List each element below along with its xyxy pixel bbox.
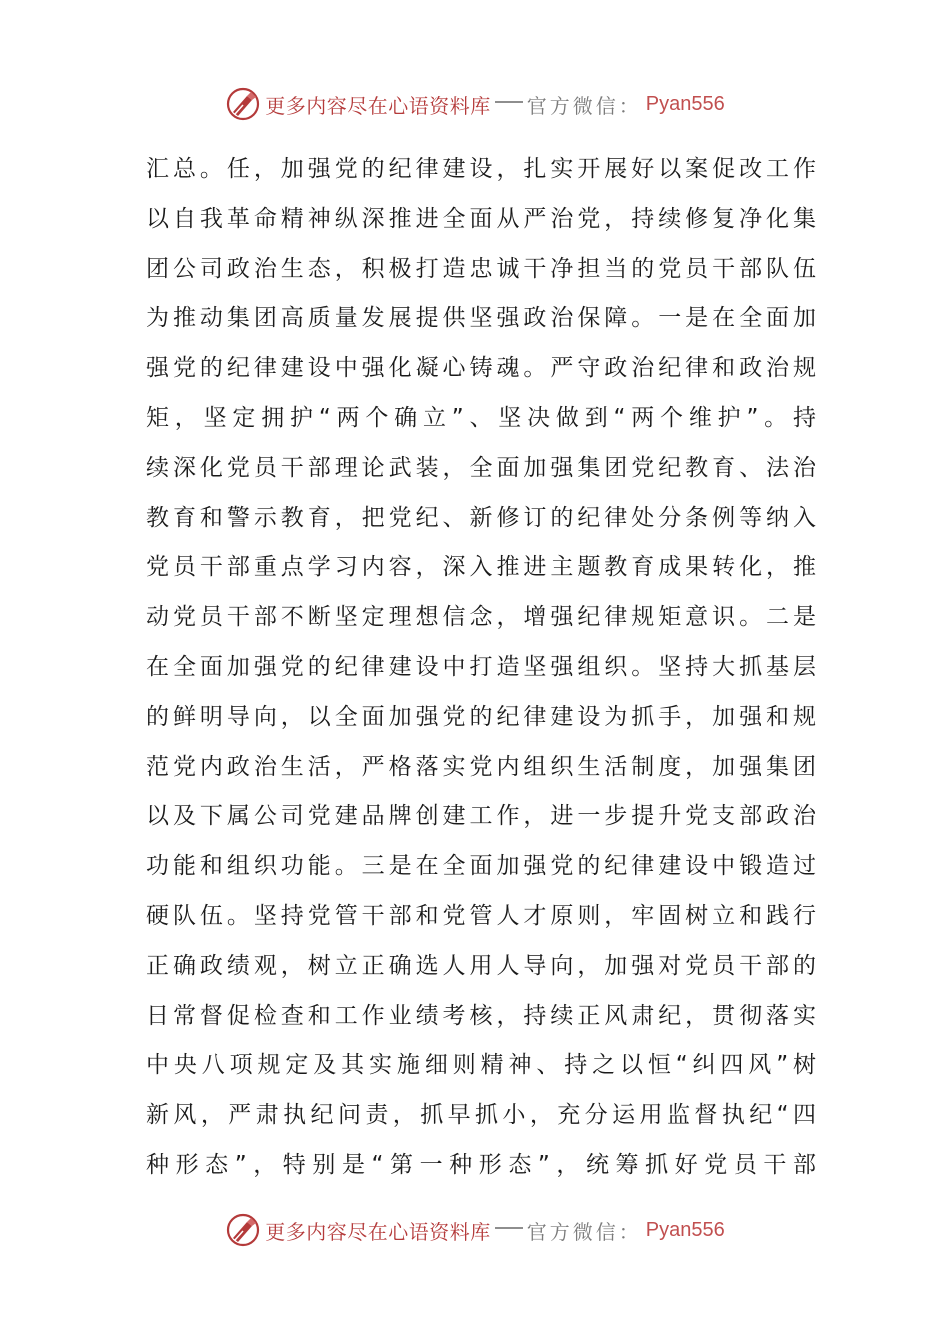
body-line: 硬队伍。坚持党管干部和党管人才原则，牢固树立和践行 — [146, 902, 816, 929]
banner-contact-id: Pyan556 — [645, 1218, 725, 1241]
banner-dash — [495, 1227, 523, 1229]
banner-contact-label: 官方微信： — [526, 1219, 642, 1244]
body-line: 范党内政治生活，严格落实党内组织生活制度，加强集团 — [146, 753, 816, 780]
header-banner — [0, 84, 950, 124]
banner-contact-label: 官方微信： — [526, 93, 642, 118]
body-line: 党员干部重点学习内容，深入推进主题教育成果转化，推 — [146, 554, 816, 581]
body-line: 汇总。任，加强党的纪律建设，扎实开展好以案促改工作 — [146, 156, 816, 182]
banner-slogan: 更多内容尽在心语资料库 — [265, 93, 491, 118]
body-line: 教育和警示教育，把党纪、新修订的纪律处分条例等纳入 — [146, 504, 816, 531]
body-line: 正确政绩观，树立正确选人用人导向，加强对党员干部的 — [146, 952, 816, 979]
body-line: 为推动集团高质量发展提供坚强政治保障。一是在全面加 — [146, 305, 816, 332]
body-line: 强党的纪律建设中强化凝心铸魂。严守政治纪律和政治规 — [146, 355, 816, 382]
body-line: 功能和组织功能。三是在全面加强党的纪律建设中锻造过 — [146, 853, 816, 880]
body-line: 新风，严肃执纪问责，抓早抓小，充分运用监督执纪“四 — [146, 1102, 816, 1129]
body-line: 以自我革命精神纵深推进全面从严治党，持续修复净化集 — [146, 205, 816, 232]
banner-dash — [495, 101, 523, 103]
body-line: 续深化党员干部理论武装，全面加强集团党纪教育、法治 — [146, 454, 816, 481]
pen-nib-logo-icon — [225, 86, 261, 122]
banner-slogan: 更多内容尽在心语资料库 — [265, 1219, 491, 1244]
body-line: 的鲜明导向，以全面加强党的纪律建设为抓手，加强和规 — [146, 703, 816, 730]
body-line: 以及下属公司党建品牌创建工作，进一步提升党支部政治 — [146, 803, 816, 830]
banner-contact-id: Pyan556 — [645, 92, 725, 115]
body-line: 动党员干部不断坚定理想信念，增强纪律规矩意识。二是 — [146, 604, 816, 631]
body-line: 在全面加强党的纪律建设中打造坚强组织。坚持大抓基层 — [146, 653, 816, 680]
body-line: 团公司政治生态，积极打造忠诚干净担当的党员干部队伍 — [146, 255, 816, 282]
pen-nib-logo-icon — [225, 1212, 261, 1248]
footer-banner — [0, 1210, 950, 1250]
document-body — [146, 145, 816, 1191]
body-line: 种形态”，特别是“第一种形态”，统筹抓好党员干部 — [146, 1151, 816, 1178]
body-line: 日常督促检查和工作业绩考核，持续正风肃纪，贯彻落实 — [146, 1002, 816, 1029]
body-line: 中央八项规定及其实施细则精神、持之以恒“纠四风”树 — [146, 1052, 816, 1079]
body-line: 矩，坚定拥护“两个确立”、坚决做到“两个维护”。持 — [146, 404, 816, 431]
